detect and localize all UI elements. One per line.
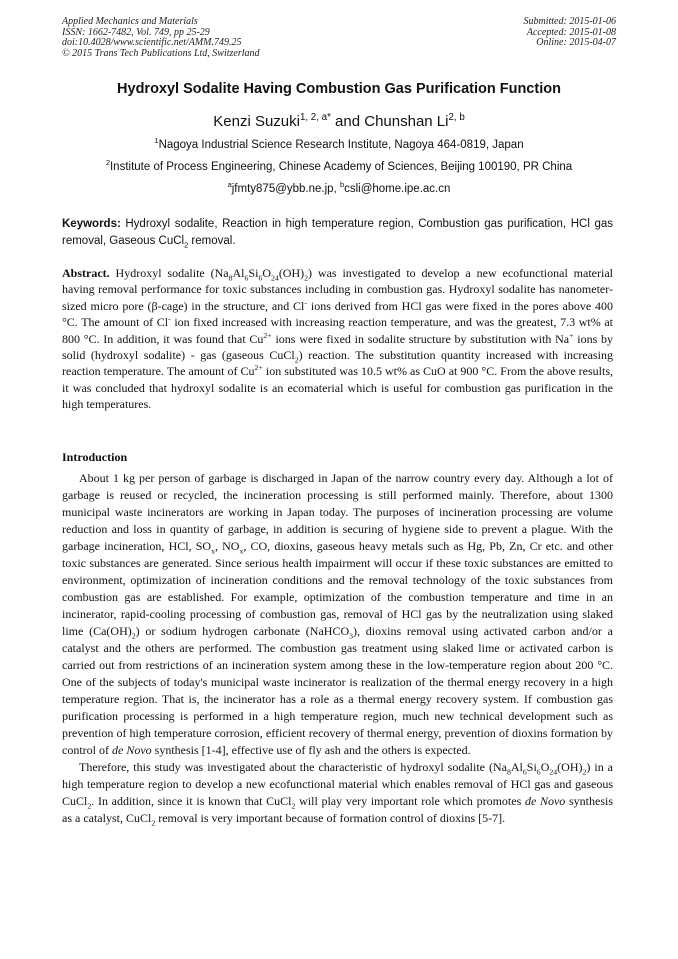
keywords-text-end: removal. <box>188 235 236 247</box>
abstract-label: Abstract. <box>62 266 110 280</box>
author-line <box>40 113 638 130</box>
affiliation-1-mark: 1 <box>154 136 159 146</box>
subscript: 2 <box>151 818 156 828</box>
subscript: 8 <box>228 273 233 283</box>
online-date: Online: 2015-04-07 <box>536 37 616 48</box>
superscript: + <box>569 330 574 340</box>
paragraph-text: will play very important role which promotes <box>295 794 525 808</box>
abstract-text: ions by solid (hydroxyl sodalite) - gas (gaseous CuCl <box>62 331 613 363</box>
italic-term: de Novo <box>524 794 566 808</box>
subscript: 2 <box>294 355 299 365</box>
author-emails <box>30 180 648 195</box>
abstract-text: ) was investigated to develop a new ecofunctional material having removal performance for toxic substances including in combustion gas. Hydroxyl sodalite has nanometer-sized micro pore (β-cage) in the structure, and Cl <box>62 266 613 313</box>
abstract-text: ) reaction. The substitution quantity increased with increasing reaction temperature. The amount of Cu <box>62 348 613 379</box>
affiliation-2 <box>30 158 648 173</box>
subscript: x <box>239 546 244 556</box>
journal-info <box>62 17 260 59</box>
author-2: Chunshan Li <box>364 113 449 130</box>
subscript: 6 <box>522 767 527 777</box>
subscript: 2 <box>582 767 587 777</box>
accepted-date: Accepted: 2015-01-08 <box>526 26 616 38</box>
email-2: csli@home.ipe.ac.cn <box>344 183 451 195</box>
paragraph-text: , NO <box>214 539 240 553</box>
abstract-text: ions were fixed in sodalite structure by substitution with Na <box>271 331 570 346</box>
author-1: Kenzi Suzuki <box>213 113 300 130</box>
journal-doi: doi:10.4028/www.scientific.net/AMM.749.25 <box>62 37 242 48</box>
paragraph-text: Therefore, this study was investigated about the characteristic of hydroxyl sodalite (Na <box>79 760 507 774</box>
paragraph-text: (OH) <box>557 760 583 774</box>
affiliation-2-text: Institute of Process Engineering, Chinese Academy of Sciences, Beijing 100190, PR China <box>109 161 573 173</box>
paragraph-text: ) in a high temperature region to develop a new ecofunctional material which enables removal of HCl gas and gaseous CuCl <box>62 760 614 808</box>
superscript: 2+ <box>263 330 272 340</box>
section-heading-introduction: Introduction <box>62 450 128 464</box>
paragraph-text: About 1 kg per person of garbage is discharged in Japan of the narrow country every day. Although a lot of garbage is reused or recycled, the incineration processing is still performed mainly. Therefore, about 1300 municipal waste incinerators are working in Japan today. The purposes of incineration processing are volume reduction and loss in quantity of garbage, in addition is securing of hygiene side to prevent a plague. With the garbage incineration, HCl, SO <box>62 471 613 553</box>
paper-title: Hydroxyl Sodalite Having Combustion Gas Purification Function <box>117 81 561 97</box>
abstract-text: Hydroxyl sodalite (Na <box>109 266 229 280</box>
keywords-subscript: 2 <box>184 240 189 250</box>
abstract-text: Si <box>248 266 259 280</box>
abstract-text: ions derived from HCl gas were fixed in the pores above 400 °C. The amount of Cl <box>62 298 614 330</box>
keywords <box>62 216 613 250</box>
superscript: - <box>304 297 308 307</box>
abstract-text: ion substituted was 10.5 wt% as CuO at 900 °C. From the above results, it was concluded that hydroxyl sodalite is an ecomaterial which is useful for combustion gas purification in the high temperatures. <box>62 364 614 412</box>
introduction-body <box>62 470 613 827</box>
abstract-text: ion fixed increased with increasing reaction temperature, and was the greatest, 7.3 wt% at 800 °C. In addition, it was found that Cu <box>62 315 614 346</box>
paragraph-2 <box>62 759 613 827</box>
author-conjunction: and <box>330 113 365 130</box>
paragraph-text: removal is very important because of formation control of dioxins [5-7]. <box>155 811 506 825</box>
paragraph-text: ) or sodium hydrogen carbonate (NaHCO <box>135 624 350 638</box>
paragraph-1 <box>62 470 613 759</box>
subscript: 2 <box>87 801 92 811</box>
paragraph-text: Si <box>526 760 537 774</box>
submission-dates <box>524 17 617 49</box>
keywords-label: Keywords: <box>62 218 121 230</box>
abstract-text: (OH) <box>278 266 305 280</box>
journal-issn: ISSN: 1662-7482, Vol. 749, pp 25-29 <box>62 26 210 38</box>
abstract <box>62 265 613 413</box>
subscript: 24 <box>549 767 558 777</box>
subscript: 3 <box>349 631 354 641</box>
abstract-text: O <box>262 266 272 280</box>
affiliation-1 <box>30 136 648 151</box>
superscript: 2+ <box>254 363 263 373</box>
abstract-text: Al <box>232 266 245 280</box>
paragraph-text: ), dioxins removal using activated carbon and/or a catalyst and the others are performed. The combustion gas treatment using slaked lime or activated carbon is carried out from restrictions of an incineration system among these in the low-temperature region about 200 °C. One of the subjects of today's municipal waste incinerator is realization of the thermal energy recovery in a high temperature region. That is, the incinerator has a role as a thermal energy recovery system. If combustion gas purification processing is performed in a high temperature region, much new technical development such as prevention of high temperature corrosion, efficient recovery of thermal energy, prevention of dioxins formation by control of <box>62 624 613 757</box>
subscript: 2 <box>291 801 296 811</box>
subscript: 6 <box>536 767 541 777</box>
superscript: - <box>168 314 171 324</box>
keywords-text: Hydroxyl sodalite, Reaction in high temperature region, Combustion gas purification, HCl gas removal, Gaseous CuCl <box>62 218 613 247</box>
email-1-mark: a <box>227 180 232 190</box>
paragraph-text: , CO, dioxins, gaseous heavy metals such as Hg, Pb, Zn, Cr etc. and other toxic substances are generated. Since serious health impairment will occur if these toxic substances are emitted to environment, optimization of incineration conditions and the removal technology of the toxic substances from combustion gas are established. For example, optimization of the combustion temperature and time in an incinerator, rapid-cooling processing of combustion gas, removal of HCl gas by the neutralization using slaked lime (Ca(OH) <box>62 539 613 638</box>
email-2-mark: b <box>339 180 345 190</box>
subscript: 6 <box>258 273 263 283</box>
submitted-date: Submitted: 2015-01-06 <box>523 16 616 27</box>
paragraph-text: . In addition, since it is known that CuCl <box>91 794 292 808</box>
subscript: 8 <box>506 767 511 777</box>
affiliation-2-mark: 2 <box>105 158 110 168</box>
subscript: 6 <box>244 273 249 283</box>
paragraph-text: O <box>540 760 550 774</box>
paragraph-text: synthesis as a catalyst, CuCl <box>62 794 614 825</box>
email-1: jfmty875@ybb.ne.jp, <box>231 183 340 195</box>
paragraph-text: synthesis [1-4], effective use of fly ash and the others is expected. <box>151 743 471 757</box>
author-1-affil: 1, 2, a* <box>299 112 331 123</box>
paragraph-text: Al <box>510 760 523 774</box>
affiliation-1-text: Nagoya Industrial Science Research Institute, Nagoya 464-0819, Japan <box>158 139 524 151</box>
subscript: 24 <box>271 273 279 283</box>
italic-term: de Novo <box>112 743 152 757</box>
subscript: 2 <box>131 631 136 641</box>
journal-copyright: © 2015 Trans Tech Publications Ltd, Switzerland <box>62 47 260 59</box>
subscript: x <box>211 546 215 556</box>
journal-name: Applied Mechanics and Materials <box>62 16 198 27</box>
author-2-affil: 2, b <box>448 112 465 123</box>
subscript: 2 <box>304 273 309 283</box>
